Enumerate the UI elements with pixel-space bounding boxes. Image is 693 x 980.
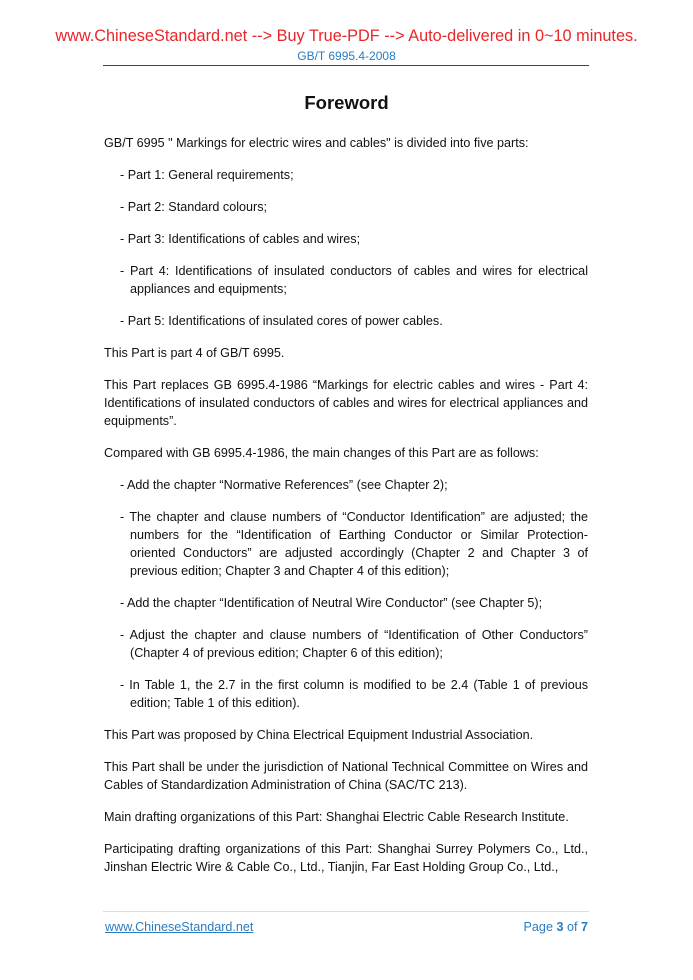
list-item: - Part 5: Identifications of insulated cores of power cables.	[120, 314, 443, 328]
list-item: - Add the chapter “Identification of Neutral Wire Conductor” (see Chapter 5);	[120, 596, 543, 610]
page-current: 3	[556, 920, 564, 934]
footer-website-link[interactable]: www.ChineseStandard.net	[105, 920, 254, 934]
list-item: - Part 3: Identifications of cables and wires;	[120, 232, 361, 246]
paragraph: Main drafting organizations of this Part: Shanghai Electric Cable Research Institute.	[104, 810, 569, 824]
standard-number: GB/T 6995.4-2008	[297, 49, 396, 63]
list-item: - Adjust the chapter and clause numbers of “Identification of Other Conductors” (Chapter 4 of previous edition; Chapter 6 of this edition);	[120, 628, 588, 660]
paragraph: Participating drafting organizations of this Part: Shanghai Surrey Polymers Co., Ltd., Jinshan Electric Wire & Cable Co., Ltd., Tianjin, Far East Holding Group Co., Ltd.,	[104, 842, 588, 874]
list-item: - The chapter and clause numbers of “Conductor Identification” are adjusted; the numbers for the “Identification of Earthing Conductor or Similar Protection-oriented Conductors” are adjusted accordingly (Chapter 2 and Chapter 3 of previous edition; Chapter 3 and Chapter 4 of this edition);	[120, 510, 588, 578]
list-item: - In Table 1, the 2.7 in the first column is modified to be 2.4 (Table 1 of previous edition; Table 1 of this edition).	[120, 678, 588, 710]
list-item: - Part 2: Standard colours;	[120, 200, 267, 214]
purchase-banner[interactable]: www.ChineseStandard.net --> Buy True-PDF --> Auto-delivered in 0~10 minutes.	[55, 27, 638, 45]
paragraph: GB/T 6995 " Markings for electric wires and cables" is divided into five parts:	[104, 136, 529, 150]
page-prefix: Page	[523, 920, 553, 934]
page-indicator	[524, 920, 588, 934]
page-title: Foreword	[304, 92, 389, 113]
paragraph: This Part was proposed by China Electrical Equipment Industrial Association.	[104, 728, 534, 742]
paragraph: This Part shall be under the jurisdiction of National Technical Committee on Wires and Cables of Standardization Administration of China (SAC/TC 213).	[104, 760, 588, 792]
paragraph: Compared with GB 6995.4-1986, the main changes of this Part are as follows:	[104, 446, 539, 460]
paragraph: This Part replaces GB 6995.4-1986 “Markings for electric cables and wires - Part 4: Identifications of insulated conductors of cables and wires for electrical appliances and equipments”.	[104, 378, 588, 428]
paragraph: This Part is part 4 of GB/T 6995.	[104, 346, 285, 360]
header-divider	[103, 65, 589, 66]
footer-divider	[103, 911, 589, 912]
list-item: - Part 4: Identifications of insulated conductors of cables and wires for electrical appliances and equipments;	[120, 264, 588, 296]
page-of: of	[566, 920, 578, 934]
list-item: - Part 1: General requirements;	[120, 168, 294, 182]
document-body	[104, 134, 588, 890]
page-total: 7	[580, 920, 588, 934]
list-item: - Add the chapter “Normative References” (see Chapter 2);	[120, 478, 448, 492]
